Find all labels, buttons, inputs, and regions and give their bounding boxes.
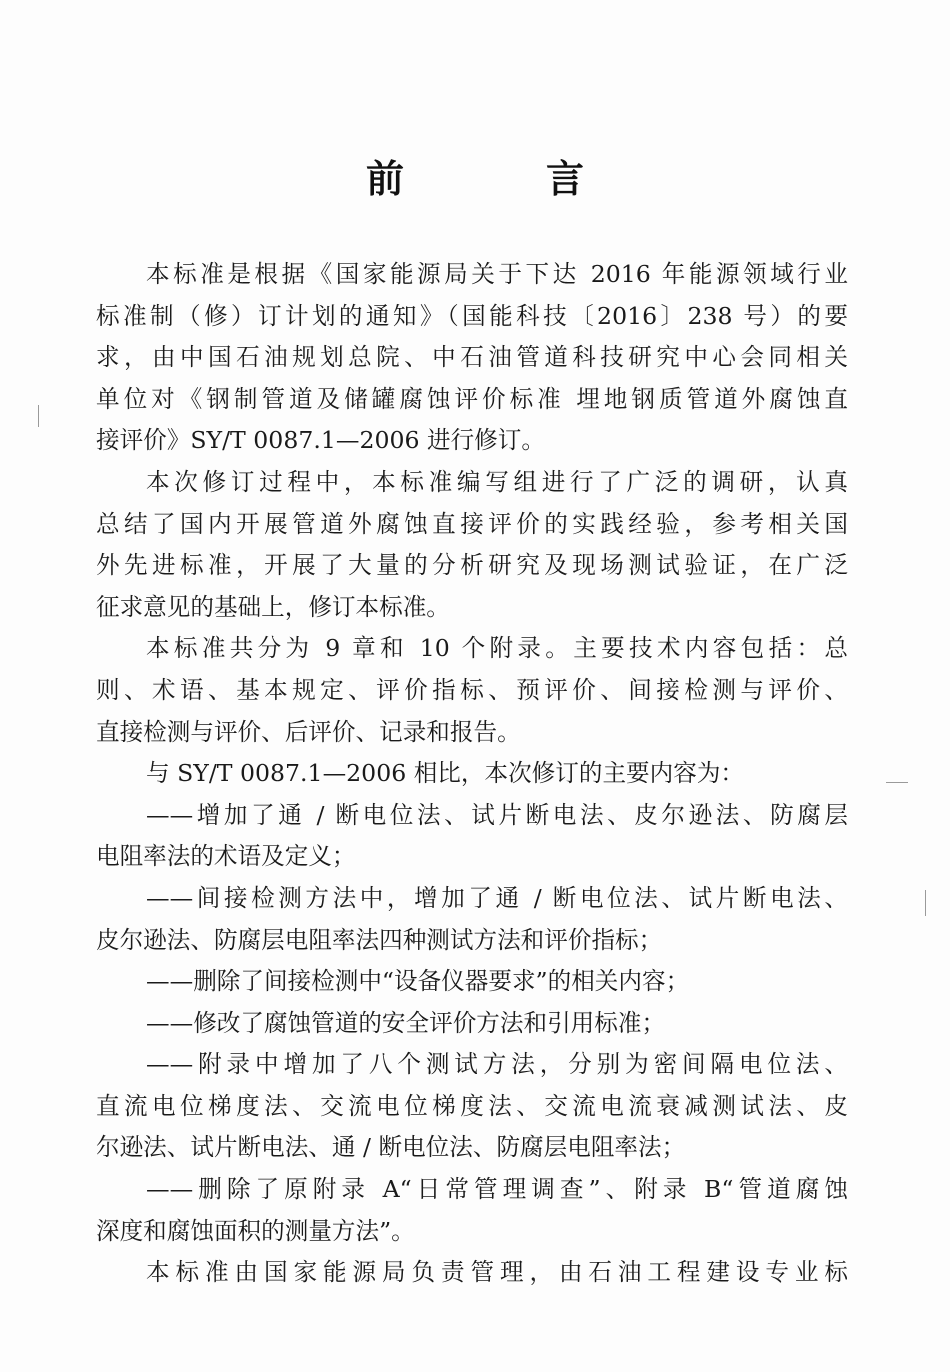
text-line: 本标准由国家能源局负责管理，由石油工程建设专业标 [146, 1258, 848, 1287]
text-line: ——增加了通 / 断电位法、试片断电法、皮尔逊法、防腐层 [146, 800, 848, 829]
text-line: 电阻率法的术语及定义； [96, 842, 356, 871]
text-line: ——删除了间接检测中“设备仪器要求”的相关内容； [146, 967, 690, 996]
text-line: ——附录中增加了八个测试方法，分别为密间隔电位法、 [146, 1050, 848, 1079]
text-line: 标准制（修）订计划的通知》（国能科技〔2016〕238 号）的要 [96, 301, 848, 330]
text-line: 单位对《钢制管道及储罐腐蚀评价标准 埋地钢质管道外腐蚀直 [96, 384, 848, 413]
text-line: 皮尔逊法、防腐层电阻率法四种测试方法和评价指标； [96, 925, 663, 954]
text-line: 求，由中国石油规划总院、中石油管道科技研究中心会同相关 [96, 343, 848, 372]
text-line: 本标准共分为 9 章和 10 个附录。主要技术内容包括：总 [146, 634, 848, 663]
scan-mark [886, 782, 908, 783]
text-line: 外先进标准，开展了大量的分析研究及现场测试验证，在广泛 [96, 551, 848, 580]
text-line: 直接检测与评价、后评价、记录和报告。 [96, 717, 521, 746]
body-text [96, 254, 848, 1294]
text-line: ——间接检测方法中，增加了通 / 断电位法、试片断电法、 [146, 883, 848, 912]
scan-mark [925, 890, 926, 916]
text-line: ——删除了原附录 A“日常管理调查”、附录 B“管道腐蚀 [146, 1175, 848, 1204]
text-line: 本次修订过程中，本标准编写组进行了广泛的调研，认真 [146, 467, 848, 496]
text-line: 接评价》SY/T 0087.1—2006 进行修订。 [96, 426, 545, 455]
text-line: ——修改了腐蚀管道的安全评价方法和引用标准； [146, 1008, 666, 1037]
text-line: 与 SY/T 0087.1—2006 相比，本次修订的主要内容为： [146, 759, 745, 788]
text-line: 深度和腐蚀面积的测量方法”。 [96, 1216, 415, 1245]
text-line: 则、术语、基本规定、评价指标、预评价、间接检测与评价、 [96, 675, 848, 704]
page-title: 前 言 [365, 157, 636, 201]
text-line: 征求意见的基础上，修订本标准。 [96, 592, 450, 621]
text-line: 总结了国内开展管道外腐蚀直接评价的实践经验，参考相关国 [96, 509, 848, 538]
scan-mark [38, 405, 39, 427]
text-line: 尔逊法、试片断电法、通 / 断电位法、防腐层电阻率法； [96, 1133, 686, 1162]
text-line: 直流电位梯度法、交流电位梯度法、交流电流衰减测试法、皮 [96, 1091, 848, 1120]
text-line: 本标准是根据《国家能源局关于下达 2016 年能源领域行业 [146, 260, 848, 288]
